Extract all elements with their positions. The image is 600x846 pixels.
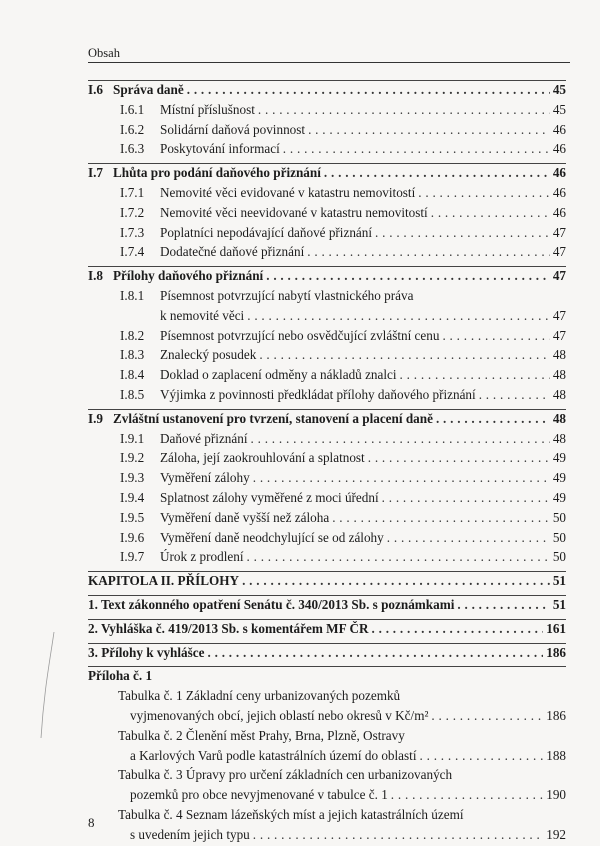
- toc-entry-number: I.6: [88, 82, 104, 97]
- toc-entry-number: I.7.1: [120, 184, 145, 200]
- toc-entry-title: Lhůta pro podání daňového přiznání: [113, 165, 321, 181]
- toc-entry-title: Vyměření daně vyšší než záloha: [160, 509, 330, 525]
- toc-entry-title: Vyměření zálohy: [160, 470, 250, 486]
- section-divider: [88, 666, 566, 667]
- toc-entry-page: 49: [552, 489, 566, 505]
- toc-entry-title: Poplatníci nepodávající daňové přiznání: [160, 224, 373, 240]
- toc-subsection-entry[interactable]: [88, 185, 566, 205]
- section-divider: [88, 643, 566, 644]
- toc-subsection-entry[interactable]: [88, 225, 566, 245]
- toc-chapter-entry[interactable]: [88, 621, 566, 641]
- toc-entry-page: 49: [552, 450, 566, 466]
- toc-chapter-entry[interactable]: [88, 597, 566, 617]
- dot-leader: [247, 308, 550, 324]
- toc-subsection-entry[interactable]: [88, 347, 566, 367]
- toc-entry-title: a Karlových Varů podle katastrálních území do oblastí: [130, 747, 417, 763]
- dot-leader: [368, 450, 550, 466]
- dot-leader: [208, 645, 544, 661]
- toc-entry-title: Písemnost potvrzující nabytí vlastnického práva: [160, 287, 414, 303]
- toc-entry-page: 48: [552, 410, 566, 426]
- toc-entry-continuation[interactable]: [88, 308, 566, 328]
- toc-entry-page: 45: [552, 82, 566, 97]
- toc-entry-title: Dodatečné daňové přiznání: [160, 244, 305, 260]
- dot-leader: [251, 431, 550, 447]
- toc-entry-number: I.9.7: [120, 549, 145, 565]
- toc-entry-number: I.9.1: [120, 430, 145, 446]
- dot-leader: [266, 268, 550, 284]
- dot-leader: [375, 225, 550, 241]
- dot-leader: [420, 748, 544, 764]
- dot-leader: [431, 205, 550, 221]
- dot-leader: [387, 530, 550, 546]
- toc-entry-page: 46: [552, 141, 566, 157]
- dot-leader: [391, 787, 543, 803]
- toc-entry-page: 51: [552, 596, 566, 612]
- toc-entry-title: Doklad o zaplacení odměny a nákladů znalci: [160, 367, 397, 383]
- section-divider: [88, 80, 566, 81]
- dot-leader: [372, 621, 544, 637]
- toc-entry-title: 3. Přílohy k vyhlášce: [88, 644, 205, 660]
- toc-entry-title: Přílohy daňového přiznání: [113, 268, 264, 284]
- toc-entry-page: 161: [546, 620, 566, 636]
- toc-chapter-entry[interactable]: [88, 645, 566, 665]
- toc-subsection-entry[interactable]: [88, 470, 566, 490]
- toc-entry-title: Tabulka č. 3 Úpravy pro určení základních cen urbanizovaných: [118, 767, 453, 783]
- toc-entry-page: 50: [552, 529, 566, 545]
- toc-entry-page: 186: [546, 707, 566, 723]
- dot-leader: [324, 165, 550, 181]
- toc-entry-title: k nemovité věci: [160, 307, 245, 323]
- toc-subsection-entry[interactable]: [88, 450, 566, 470]
- toc-entry-title: Daňové přiznání: [160, 430, 248, 446]
- toc-entry-number: I.9: [88, 410, 104, 426]
- toc-subsection-entry[interactable]: [88, 431, 566, 451]
- section-divider: [88, 266, 566, 267]
- toc-entry-title: Písemnost potvrzující nebo osvědčující zvláštní cenu: [160, 327, 440, 343]
- toc-subsection-entry[interactable]: [88, 387, 566, 407]
- toc-entry-title: Záloha, její zaokrouhlování a splatnost: [160, 450, 365, 466]
- toc-subsection-entry[interactable]: [88, 102, 566, 122]
- toc-entry-number: I.9.5: [120, 509, 145, 525]
- toc-entry-page: 46: [552, 184, 566, 200]
- toc-table-entry[interactable]: [88, 767, 566, 787]
- table-of-contents: [88, 78, 566, 846]
- toc-section-entry[interactable]: [88, 268, 566, 288]
- toc-appendix-heading: [88, 668, 566, 688]
- dot-leader: [332, 510, 550, 526]
- section-divider: [88, 571, 566, 572]
- toc-entry-page: 46: [552, 165, 566, 181]
- toc-entry-title: Poskytování informací: [160, 141, 280, 157]
- toc-entry-number: I.7.4: [120, 244, 145, 260]
- pencil-mark: [38, 630, 58, 740]
- toc-entry-page: 47: [552, 224, 566, 240]
- toc-entry-number: I.8.5: [120, 386, 145, 402]
- toc-entry-title: Úrok z prodlení: [160, 549, 244, 565]
- toc-entry-title: Místní příslušnost: [160, 101, 255, 117]
- toc-entry-page: 50: [552, 549, 566, 565]
- toc-entry-page: 188: [546, 747, 566, 763]
- dot-leader: [418, 185, 550, 201]
- toc-entry-number: I.8.4: [120, 367, 145, 383]
- dot-leader: [253, 827, 543, 843]
- toc-entry-continuation[interactable]: [88, 827, 566, 846]
- toc-entry-title: pozemků pro obce nevyjmenované v tabulce č. 1: [130, 787, 388, 803]
- toc-entry-number: I.9.3: [120, 470, 145, 486]
- toc-entry-title: KAPITOLA II. PŘÍLOHY: [88, 573, 240, 589]
- section-divider: [88, 163, 566, 164]
- dot-leader: [258, 102, 550, 118]
- toc-entry-title: s uvedením jejich typu: [130, 826, 250, 842]
- toc-entry-number: I.6.1: [120, 101, 145, 117]
- toc-entry-number: I.9.6: [120, 529, 145, 545]
- toc-entry-number: I.7.3: [120, 224, 145, 240]
- toc-subsection-entry[interactable]: [88, 205, 566, 225]
- dot-leader: [307, 244, 550, 260]
- toc-subsection-entry[interactable]: [88, 549, 566, 569]
- dot-leader: [187, 82, 550, 98]
- toc-entry-title: Správa daně: [113, 82, 184, 97]
- toc-entry-title: vyjmenovaných obcí, jejich oblastí nebo okresů v Kč/m²: [130, 707, 429, 723]
- toc-entry-continuation[interactable]: [88, 787, 566, 807]
- toc-entry-page: 47: [552, 307, 566, 323]
- section-divider: [88, 409, 566, 410]
- toc-subsection-entry[interactable]: [88, 288, 566, 308]
- toc-entry-page: 50: [552, 509, 566, 525]
- toc-subsection-entry[interactable]: [88, 328, 566, 348]
- toc-entry-page: 192: [546, 826, 566, 842]
- toc-entry-title: Příloha č. 1: [88, 668, 153, 684]
- toc-entry-page: 49: [552, 470, 566, 486]
- header-rule: [88, 62, 570, 63]
- toc-entry-title: Nemovité věci evidované v katastru nemovitostí: [160, 184, 416, 200]
- toc-entry-title: Solidární daňová povinnost: [160, 121, 306, 137]
- dot-leader: [479, 387, 550, 403]
- toc-entry-page: 47: [552, 327, 566, 343]
- toc-entry-title: Vyměření daně neodchylující se od zálohy: [160, 529, 384, 545]
- dot-leader: [442, 328, 549, 344]
- dot-leader: [457, 597, 549, 613]
- toc-subsection-entry[interactable]: [88, 141, 566, 161]
- toc-entry-page: 47: [552, 244, 566, 260]
- dot-leader: [382, 490, 550, 506]
- toc-entry-page: 186: [546, 644, 566, 660]
- toc-entry-number: I.8: [88, 268, 104, 284]
- toc-subsection-entry[interactable]: [88, 367, 566, 387]
- dot-leader: [436, 411, 550, 427]
- toc-entry-title: Nemovité věci neevidované v katastru nemovitostí: [160, 204, 428, 220]
- toc-entry-title: Tabulka č. 2 Členění měst Prahy, Brna, Plzně, Ostravy: [118, 727, 405, 743]
- toc-entry-number: I.9.2: [120, 450, 145, 466]
- dot-leader: [253, 470, 550, 486]
- toc-entry-continuation[interactable]: [88, 708, 566, 728]
- section-divider: [88, 619, 566, 620]
- toc-entry-page: 45: [552, 101, 566, 117]
- toc-section-entry[interactable]: [88, 411, 566, 431]
- toc-entry-number: I.6.2: [120, 121, 145, 137]
- toc-entry-number: I.6.3: [120, 141, 145, 157]
- toc-entry-number: I.7: [88, 165, 104, 181]
- toc-entry-page: 47: [552, 268, 566, 284]
- dot-leader: [308, 122, 550, 138]
- dot-leader: [259, 347, 550, 363]
- toc-entry-number: I.9.4: [120, 489, 145, 505]
- toc-table-entry[interactable]: [88, 807, 566, 827]
- toc-entry-number: I.7.2: [120, 204, 145, 220]
- toc-subsection-entry[interactable]: [88, 530, 566, 550]
- page-number: 8: [88, 815, 95, 830]
- toc-entry-page: 48: [552, 347, 566, 363]
- toc-entry-page: 46: [552, 204, 566, 220]
- toc-entry-number: I.8.1: [120, 287, 145, 303]
- toc-entry-number: I.8.2: [120, 327, 145, 343]
- toc-entry-title: Výjimka z povinnosti předkládat přílohy daňového přiznání: [160, 386, 476, 402]
- toc-entry-page: 51: [552, 573, 566, 589]
- toc-subsection-entry[interactable]: [88, 490, 566, 510]
- dot-leader: [247, 549, 550, 565]
- toc-subsection-entry[interactable]: [88, 244, 566, 264]
- section-divider: [88, 595, 566, 596]
- toc-section-entry[interactable]: [88, 165, 566, 185]
- toc-entry-title: 1. Text zákonného opatření Senátu č. 340/2013 Sb. s poznámkami: [88, 596, 455, 612]
- dot-leader: [400, 367, 550, 383]
- dot-leader: [283, 141, 550, 157]
- toc-entry-page: 190: [546, 787, 566, 803]
- toc-chapter-entry[interactable]: [88, 573, 566, 593]
- toc-table-entry[interactable]: [88, 728, 566, 748]
- toc-subsection-entry[interactable]: [88, 510, 566, 530]
- toc-entry-title: Znalecký posudek: [160, 347, 257, 363]
- toc-entry-page: 48: [552, 430, 566, 446]
- toc-entry-title: Tabulka č. 1 Základní ceny urbanizovaných pozemků: [118, 688, 401, 704]
- toc-subsection-entry[interactable]: [88, 122, 566, 142]
- toc-entry-title: Splatnost zálohy vyměřené z moci úřední: [160, 489, 379, 505]
- toc-entry-page: 48: [552, 386, 566, 402]
- toc-entry-page: 46: [552, 121, 566, 137]
- toc-entry-title: Tabulka č. 4 Seznam lázeňských míst a jejich katastrálních území: [118, 806, 464, 822]
- toc-section-entry[interactable]: [88, 82, 566, 102]
- toc-entry-title: Zvláštní ustanovení pro tvrzení, stanovení a placení daně: [113, 410, 433, 426]
- running-header: Obsah: [88, 46, 120, 60]
- dot-leader: [431, 708, 543, 724]
- toc-entry-number: I.8.3: [120, 347, 145, 363]
- toc-table-entry[interactable]: [88, 688, 566, 708]
- toc-entry-continuation[interactable]: [88, 748, 566, 768]
- toc-entry-title: 2. Vyhláška č. 419/2013 Sb. s komentářem MF ČR: [88, 620, 369, 636]
- dot-leader: [242, 573, 550, 589]
- toc-entry-page: 48: [552, 367, 566, 383]
